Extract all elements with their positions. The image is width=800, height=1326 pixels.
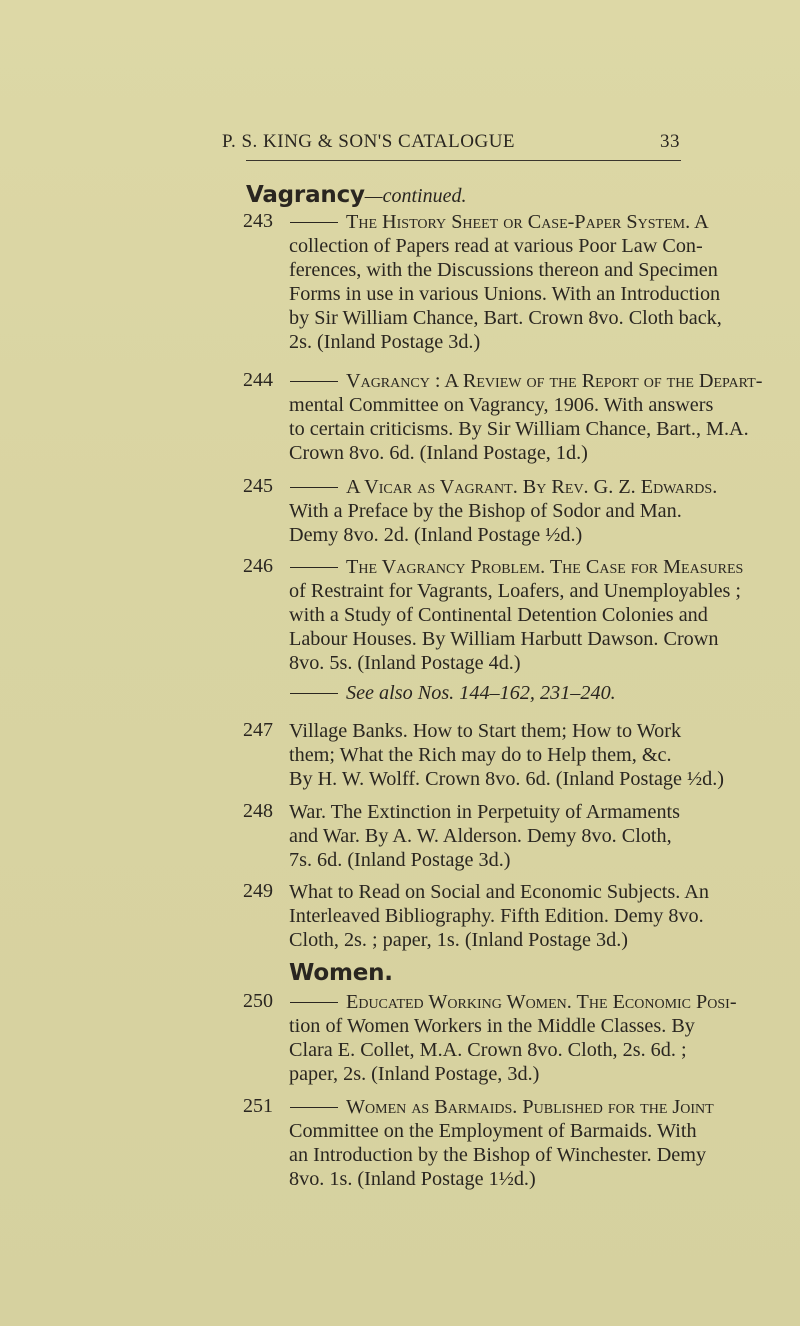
entry-line: Village Banks. How to Start them; How to Work [289,720,682,742]
ditto-dash [290,1002,338,1003]
section-title: Women. [289,960,393,986]
header-rule [246,160,681,161]
entry-text [243,719,743,791]
entry-text [243,475,743,547]
section-heading-women [289,960,393,986]
entry-line: by Sir William Chance, Bart. Crown 8vo. Cloth back, [289,307,722,329]
entry-line: What to Read on Social and Economic Subjects. An [289,881,709,903]
entry-number: 245 [243,475,273,497]
entry-line: Interleaved Bibliography. Fifth Edition. Demy 8vo. [289,905,704,927]
entry-line: Women as Barmaids. Published for the Joint [346,1096,714,1118]
entry-text [243,555,743,705]
entry-line: Clara E. Collet, M.A. Crown 8vo. Cloth, 2s. 6d. ; [289,1039,687,1061]
entry-number: 250 [243,990,273,1012]
entry-line: 8vo. 1s. (Inland Postage 1½d.) [289,1168,536,1190]
entry-line: Committee on the Employment of Barmaids. With [289,1120,697,1142]
entry-line: ferences, with the Discussions thereon and Specimen [289,259,718,281]
entry-line: paper, 2s. (Inland Postage, 3d.) [289,1063,540,1085]
entry-line: mental Committee on Vagrancy, 1906. With answers [289,394,714,416]
entry-line: By H. W. Wolff. Crown 8vo. 6d. (Inland Postage ½d.) [289,768,725,790]
entry-line: 8vo. 5s. (Inland Postage 4d.) [289,652,521,674]
entry-line: Crown 8vo. 6d. (Inland Postage, 1d.) [289,442,588,464]
entry-line: The Vagrancy Problem. The Case for Measures [346,556,744,578]
entry-number: 246 [243,555,273,577]
ditto-dash [290,567,338,568]
entry-text [243,369,763,465]
page-number: 33 [660,131,680,152]
ditto-dash [290,693,338,694]
entry-number: 249 [243,880,273,902]
entry-line: Demy 8vo. 2d. (Inland Postage ½d.) [289,524,583,546]
entry-line: an Introduction by the Bishop of Winchester. Demy [289,1144,707,1166]
entry-number: 248 [243,800,273,822]
ditto-dash [290,487,338,488]
entry-line: Forms in use in various Unions. With an Introduction [289,283,721,305]
section-heading-vagrancy [246,182,466,208]
entry-line: with a Study of Continental Detention Colonies and [289,604,708,626]
entry-line: them; What the Rich may do to Help them, &c. [289,744,672,766]
entry-number: 251 [243,1095,273,1117]
entry-line: Cloth, 2s. ; paper, 1s. (Inland Postage 3d.) [289,929,628,951]
entry-line: Educated Working Women. The Economic Posi- [346,991,737,1013]
entry-number: 247 [243,719,273,741]
ditto-dash [290,222,338,223]
entry-line: and War. By A. W. Alderson. Demy 8vo. Cloth, [289,825,672,847]
entry-text [243,210,743,354]
entry-line: Labour Houses. By William Harbutt Dawson. Crown [289,628,719,650]
ditto-dash [290,381,338,382]
entry-text [243,990,743,1086]
entry-text [243,880,743,952]
entry-line: A Vicar as Vagrant. By Rev. G. Z. Edwards. [346,476,718,498]
entry-line: 7s. 6d. (Inland Postage 3d.) [289,849,511,871]
cross-reference: See also Nos. 144–162, 231–240. [346,682,616,704]
entry-line: War. The Extinction in Perpetuity of Armaments [289,801,681,823]
continued-note: —continued. [364,185,467,207]
entry-text [243,800,743,872]
entry-line: tion of Women Workers in the Middle Classes. By [289,1015,695,1037]
entry-line: collection of Papers read at various Poor Law Con- [289,235,703,257]
entry-line: Vagrancy : A Review of the Report of the Depart- [346,370,763,392]
entry-text [243,1095,743,1191]
entry-number: 244 [243,369,273,391]
running-title: P. S. KING & SON'S CATALOGUE [222,131,516,152]
entry-line: With a Preface by the Bishop of Sodor and Man. [289,500,682,522]
section-title: Vagrancy [246,182,365,208]
entry-line: of Restraint for Vagrants, Loafers, and Unemployables ; [289,580,742,602]
entry-line: The History Sheet or Case-Paper System. A [346,211,709,233]
entry-line: to certain criticisms. By Sir William Chance, Bart., M.A. [289,418,749,440]
entry-number: 243 [243,210,273,232]
ditto-dash [290,1107,338,1108]
entry-line: 2s. (Inland Postage 3d.) [289,331,481,353]
